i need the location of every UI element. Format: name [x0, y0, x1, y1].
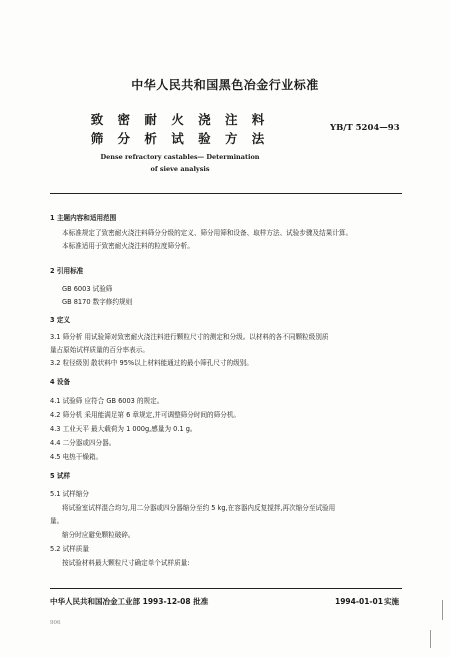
title-chinese-line2: 筛 分 析 试 验 方 法 [90, 131, 270, 146]
equipment-4-4: 4.4 二分器或四分器。 [50, 439, 116, 447]
section-2-heading: 2 引用标准 [50, 267, 84, 275]
title-chinese-line1: 致 密 耐 火 浇 注 料 [90, 112, 270, 127]
reference-gb8170: GB 8170 数字修约规则 [62, 298, 133, 306]
header-divider [50, 193, 402, 194]
title-english-line2: of sieve analysis [150, 165, 210, 173]
scan-edge-mark [442, 600, 443, 620]
equipment-4-3: 4.3 工业天平 最大载荷为 1 000g,感量为 0.1 g。 [50, 425, 197, 433]
effective-notice [335, 596, 399, 607]
subsection-5-1-paragraph-line1: 将试验室试样混合均匀,用二分器或四分器缩分至约 5 kg,在容器内反复搅拌,再次缩分至试验用 [62, 504, 336, 512]
section-1-paragraph-2: 本标准适用于致密耐火浇注料的粒度筛分析。 [62, 242, 194, 250]
reference-gb6003: GB 6003 试验筛 [62, 285, 113, 293]
effective-label: 实施 [383, 597, 399, 606]
subsection-5-1-note: 缩分时应避免颗粒破碎。 [62, 531, 135, 539]
definition-3-2: 3.2 粒径级别 散状料中 95%以上材料能通过的最小筛孔尺寸的级别。 [50, 359, 253, 367]
subsection-5-1-heading: 5.1 试样缩分 [50, 490, 89, 498]
definition-3-1-line1: 3.1 筛分析 用试验筛对致密耐火浇注料进行颗粒尺寸的测定和分级。以材料的各不同颗粒级别质 [50, 333, 329, 341]
title-english-line1: Dense refractory castables— Determination [100, 153, 260, 161]
effective-date: 1994-01-01 [335, 597, 383, 606]
equipment-4-2: 4.2 筛分机 采用能满足第 6 章规定,并可调整筛分时间的筛分机。 [50, 411, 241, 419]
section-5-heading: 5 试样 [50, 472, 71, 480]
section-4-heading: 4 设备 [50, 378, 71, 386]
scan-edge-mark [430, 630, 431, 648]
subsection-5-2-paragraph: 按试验材料最大颗粒尺寸确定单个试样质量: [62, 559, 190, 567]
subsection-5-1-paragraph-line2: 量。 [50, 517, 64, 525]
equipment-4-5: 4.5 电热干燥箱。 [50, 453, 103, 461]
section-1-paragraph-1: 本标准规定了致密耐火浇注料筛分分级的定义、筛分用筛和设备、取样方法、试验步骤及结果计算。 [62, 229, 353, 237]
issued-by-approval: 中华人民共和国冶金工业部 1993-12-08 批准 [50, 597, 209, 606]
page-number: 906 [50, 620, 61, 626]
standard-code: YB/T 5204—93 [330, 123, 400, 133]
footer-divider [50, 588, 402, 589]
section-3-heading: 3 定义 [50, 316, 71, 324]
section-1-heading: 1 主题内容和适用范围 [50, 214, 117, 222]
industry-standard-heading: 中华人民共和国黑色冶金行业标准 [131, 78, 319, 92]
equipment-4-1: 4.1 试验筛 应符合 GB 6003 的规定。 [50, 397, 164, 405]
definition-3-1-line2: 量占原始试样质量的百分率表示。 [50, 346, 149, 354]
subsection-5-2-heading: 5.2 试样质量 [50, 545, 89, 553]
